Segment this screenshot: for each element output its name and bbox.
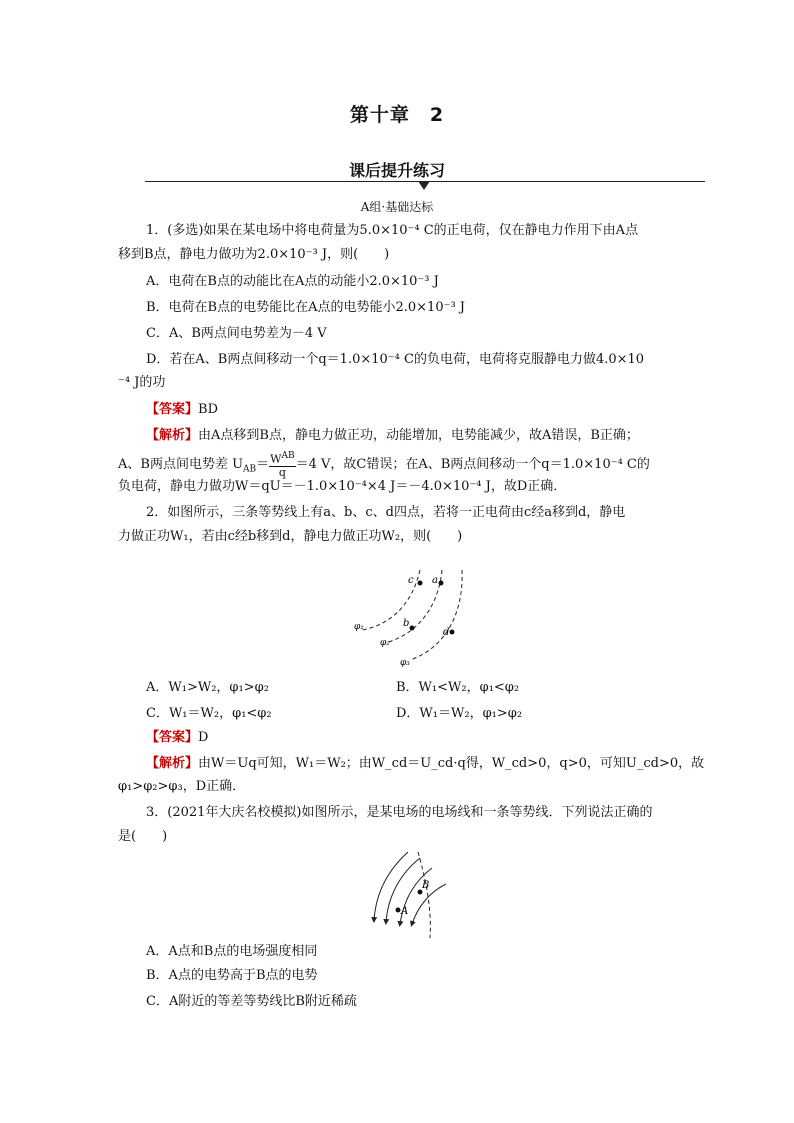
analysis-tag: 【解析】 (146, 428, 199, 443)
q2-answer (146, 726, 208, 745)
label-b: b (403, 618, 410, 629)
q3-stem-line1: 3．(2021年大庆名校模拟)如图所示，是某电场的电场线和一条等势线．下列说法正确的 (146, 805, 653, 820)
section-marker-icon (418, 181, 430, 190)
q3-stem-line2: 是( ) (118, 829, 168, 844)
analysis-text: 由A点移到B点，静电力做正功，动能增加，电势能减少，故A错误，B正确； (198, 428, 639, 443)
answer-tag: 【答案】 (146, 402, 199, 417)
q2-option-d: D．W₁＝W₂，φ₁>φ₂ (396, 706, 523, 721)
field-lines-figure (360, 850, 450, 940)
fraction (269, 450, 295, 479)
label-A: A (401, 906, 409, 917)
q1-option-d-line1: D．若在A、B两点间移动一个q＝1.0×10⁻⁴ C的负电荷，电荷将克服静电力做4.0×10 (146, 352, 645, 367)
equipotential-line (418, 852, 430, 938)
analysis-tag: 【解析】 (146, 756, 199, 771)
q2-option-c: C．W₁＝W₂，φ₁<φ₂ (146, 706, 272, 721)
label-phi3: φ₃ (400, 658, 410, 668)
equipotential-lines-figure (340, 565, 480, 675)
label-d: d (443, 627, 450, 638)
q1-analysis-line1 (146, 424, 639, 443)
equals-sign: ＝ (256, 456, 270, 472)
label-c: c (408, 575, 414, 586)
fraction-denominator: q (278, 465, 286, 479)
label-a: a (432, 575, 438, 586)
q2-stem-line2: 力做正功W₁，若由c经b移到d，静电力做正功W₂，则( ) (118, 529, 463, 544)
q3-option-a: A．A点和B点的电场强度相同 (146, 944, 318, 959)
analysis-text: A、B两点间电势差 U (118, 456, 244, 472)
page-title: 第十章 2 (349, 104, 445, 126)
q1-answer (146, 398, 218, 417)
q1-analysis-line3: 负电荷，静电力做功W＝qU＝－1.0×10⁻⁴×4 J＝－4.0×10⁻⁴ J，故D正确． (118, 479, 567, 494)
label-phi1: φ₁ (354, 622, 364, 632)
q1-stem-line2: 移到B点，静电力做功为2.0×10⁻³ J，则( ) (118, 247, 390, 262)
analysis-text: 由W＝Uq可知，W₁＝W₂；由W_cd＝U_cd·q得，W_cd>0，q>0，可知U_cd>0，故 (198, 756, 705, 771)
label-phi2: φ₂ (380, 638, 390, 648)
analysis-text: ＝4 V，故C错误；在A、B两点间移动一个q＝1.0×10⁻⁴ C的 (295, 456, 650, 472)
q1-option-a: A．电荷在B点的动能比在A点的动能小2.0×10⁻³ J (146, 274, 439, 289)
label-B: B (422, 880, 430, 891)
q2-option-a: A．W₁>W₂，φ₁>φ₂ (146, 680, 269, 695)
point-A (396, 908, 401, 913)
q1-stem-line1: 1．(多选)如果在某电场中将电荷量为5.0×10⁻⁴ C的正电荷，仅在静电力作用下由A点 (146, 223, 639, 238)
group-heading: A组·基础达标 (360, 200, 434, 214)
subscript: AB (243, 464, 257, 475)
q1-option-b: B．电荷在B点的电势能比在A点的电势能小2.0×10⁻³ J (146, 300, 466, 315)
q1-option-d-line2: ⁻⁴ J的功 (118, 375, 166, 390)
q2-analysis-line1 (146, 752, 704, 771)
q2-stem-line1: 2．如图所示，三条等势线上有a、b、c、d四点，若将一正电荷由c经a移到d，静电 (146, 505, 626, 520)
point-d (450, 630, 455, 635)
answer-value: BD (198, 402, 218, 417)
superscript: AB (281, 451, 295, 461)
q2-analysis-line2: φ₁>φ₂>φ₃，D正确． (118, 779, 246, 794)
point-a (439, 581, 444, 586)
q2-option-b: B．W₁<W₂，φ₁<φ₂ (396, 680, 520, 695)
q3-option-c: C．A附近的等差等势线比B附近稀疏 (146, 994, 357, 1009)
point-c (418, 581, 423, 586)
answer-tag: 【答案】 (146, 730, 199, 745)
answer-value: D (198, 730, 209, 745)
q3-option-b: B．A点的电势高于B点的电势 (146, 968, 318, 983)
q1-option-c: C．A、B两点间电势差为－4 V (146, 326, 327, 341)
fraction-numerator: W (270, 452, 282, 466)
point-b (410, 626, 415, 631)
section-title: 课后提升练习 (348, 161, 445, 180)
